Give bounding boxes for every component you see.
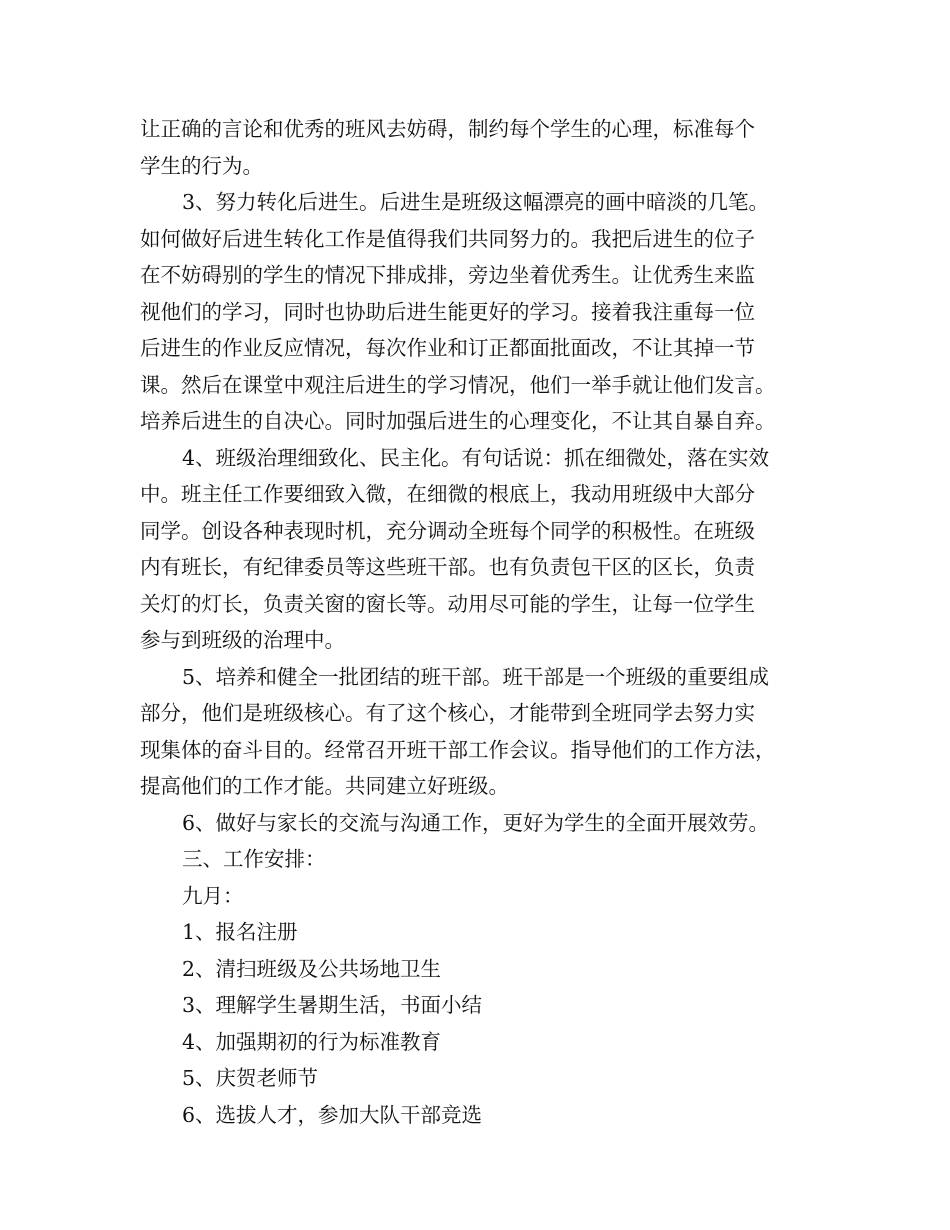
text-line: 同学。创设各种表现时机，充分调动全班每个同学的积极性。在班级 [140,518,755,543]
text-line: 6、选拔人才，参加大队干部竞选 [182,1102,483,1127]
text-line: 提高他们的工作才能。共同建立好班级。 [140,774,509,798]
text-line: 内有班长，有纪律委员等这些班干部。也有负责包干区的区长，负责 [140,555,755,579]
text-line: 学生的行为。 [140,153,263,178]
text-line: 4、加强期初的行为标准教育 [182,1029,442,1054]
text-line: 现集体的奋斗目的。经常召开班干部工作会议。指导他们的工作方法， [140,737,776,762]
text-line: 中。班主任工作要细致入微，在细微的根底上，我动用班级中大部分 [140,482,755,506]
text-line: 课。然后在课堂中观注后进生的学习情况，他们一举手就让他们发言。 [140,372,776,397]
text-line: 参与到班级的治理中。 [140,628,345,652]
text-line: 三、工作安排： [182,847,326,871]
text-line: 4、班级治理细致化、民主化。有句话说：抓在细微处，落在实效 [182,445,770,470]
text-line: 在不妨碍别的学生的情况下排成排，旁边坐着优秀生。让优秀生来监 [140,263,755,287]
text-line: 5、培养和健全一批团结的班干部。班干部是一个班级的重要组成 [182,664,770,689]
text-line: 让正确的言论和优秀的班风去妨碍，制约每个学生的心理，标准每个 [140,117,755,141]
text-line: 九月： [182,883,244,908]
text-line: 后进生的作业反应情况，每次作业和订正都面批面改，不让其掉一节 [140,336,755,360]
text-line: 2、清扫班级及公共场地卫生 [182,956,442,981]
text-line: 1、报名注册 [182,920,298,944]
text-line: 视他们的学习，同时也协助后进生能更好的学习。接着我注重每一位 [140,299,755,324]
text-line: 5、庆贺老师节 [182,1066,319,1090]
text-line: 3、努力转化后进生。后进生是班级这幅漂亮的画中暗淡的几笔。 [182,190,770,214]
text-line: 3、理解学生暑期生活，书面小结 [182,993,483,1017]
text-line: 关灯的灯长，负责关窗的窗长等。动用尽可能的学生，让每一位学生 [140,591,755,616]
text-line: 培养后进生的自决心。同时加强后进生的心理变化，不让其自暴自弃。 [140,409,776,433]
text-line: 如何做好后进生转化工作是值得我们共同努力的。我把后进生的位子 [140,226,755,251]
text-line: 部分，他们是班级核心。有了这个核心，才能带到全班同学去努力实 [140,701,755,725]
document-body [140,111,820,1133]
text-line: 6、做好与家长的交流与沟通工作，更好为学生的全面开展效劳。 [182,810,770,835]
